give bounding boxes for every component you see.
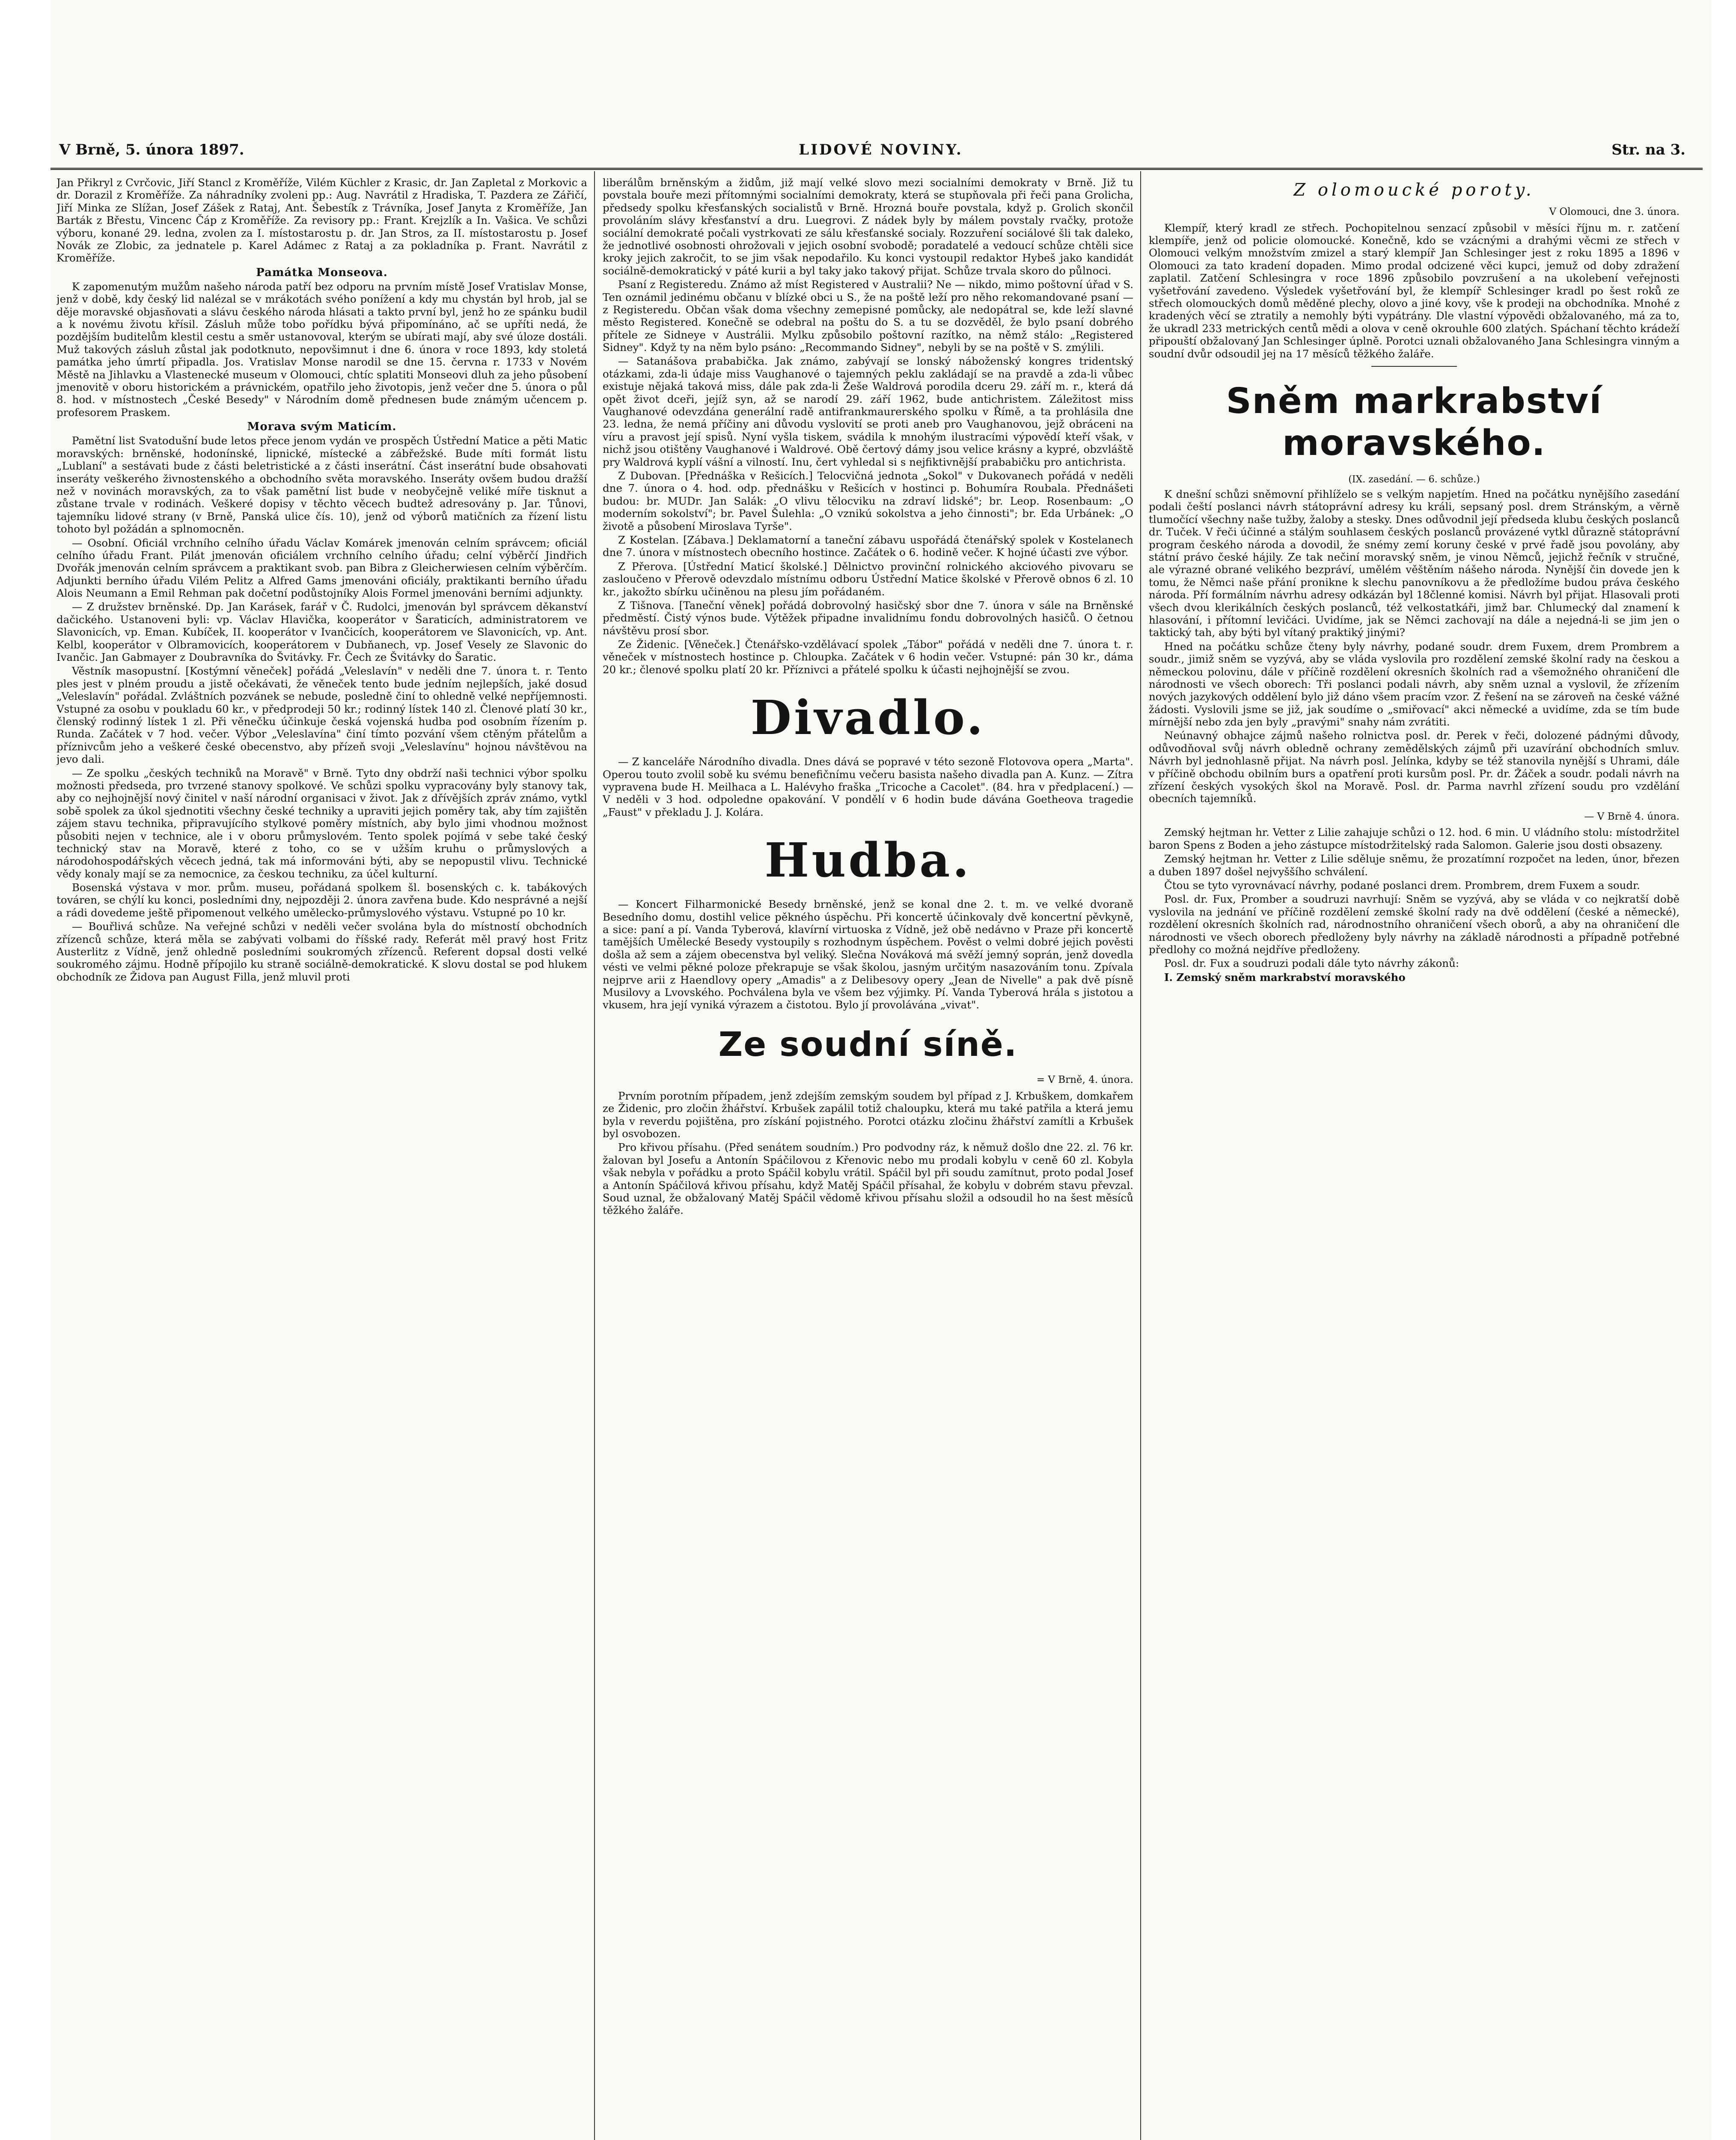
paragraph: Jan Přikryl z Cvrčovic, Jiří Stancl z Kroměříže, Vilém Küchler z Krasic, dr. Jan Zapletal z Morkovic a dr. Dorazil z Kroměříže. Za náhradníky zvoleni pp.: Aug. Navrátil z Hradiska, T. Pazdera ze Zářičí, Jiří Minka ze Slížan, Josef Zášek z Rataj, Ant. Šebestík z Trávníka, Josef Janyta z Kroměříže, Jan Barták z Břestu, Vincenc Čáp z Kroměříže. Za revisory pp.: Frant. Krejzlík a In. Vašica. Ve schůzi výboru, konané 29. ledna, zvolen za I. místostarostu p. dr. Jan Stros, za II. místostarostu p. Josef Novák ze Zlobic, za jednatele p. Karel Adámec z Rataj a za pokladníka p. Frant. Navrátil z Kroměříže. <box>56 176 587 265</box>
column-divider <box>1140 171 1141 2140</box>
section-title-divadlo: Divadlo. <box>750 690 986 746</box>
paragraph: Pro křivou přísahu. (Před senátem soudním.) Pro podvodny ráz, k němuž došlo dne 22. zl. 76 kr. žalovan byl Josefu a Antonín Spáčilovou z Křenovic nebo mu prodali kobylu v ceně 60 zl. Kobyla však nebyla v pořádku a proto Spáčil kobylu vrátil. Spáčil byl při soudu zamítnut, proto podal Josef a Antonín Spáčilová křivou přísahu, když Matěj Spáčil přísahal, že kobylu v dobrém stavu převzal. Soud uznal, že obžalovaný Matěj Spáčil vědomě křivou přísahu složil a odsoudil ho na šest měsíců těžkého žaláře. <box>603 1141 1133 1217</box>
column-1 <box>56 176 587 2140</box>
paragraph: K zapomenutým mužům našeho národa patří bez odporu na prvním místě Josef Vratislav Monse, jenž v době, kdy český lid nalézal se v mrákotách svého ponížení a kdy mu chystán byl hrob, jal se děje moravské objasňovati a slávu českého národa hlásati a takto první byl, jenž ho ze spánku budil a k novému životu křísil. Zásluh může tobo pořídku bývá připomínáno, ač se upříti nedá, že pozdějším buditelům klestil cestu a směr ustanovoval, kterým se ubírati mají, aby své úloze dostáli. Muž takových zásluh zůstal jak podotknuto, nepovšimnut i dne 6. února v roce 1893, kdy stoletá památka jeho úmrtí připadla. Jos. Vratislav Monse narodil se dne 15. června r. 1733 v Novém Městě na Jihlavku a Vlastenecké museum v Olomouci, chtíc splatiti Monseovi dluh za jeho působení jmenovitě v oboru historickém a právnickém, opatřilo jeho životopis, jenž večer dne 5. února o půl 8. hod. v místnostech „České Besedy" v Národním domě přednesen bude známým učencem p. profesorem Praskem. <box>56 280 587 419</box>
paragraph: Čtou se tyto vyrovnávací návrhy, podané poslanci drem. Prombrem, drem Fuxem a soudr. <box>1164 879 1640 892</box>
paragraph: Pamětní list Svatodušní bude letos přece jenom vydán ve prospěch Ústřední Matice a pěti Matic moravských: brněnské, hodonínské, lipnické, místecké a zábřežské. Bude míti formát listu „Lublaní" a sestávati bude z části beletristické a z části inserátní. Část inserátní bude obsahovati inseráty veškerého živnostenského a obchodního světa moravského. Inseráty ovšem budou dražší než v novinách moravských, za to však pamětní list bude v neobyčejně veliké míře tisknut a zůstane trvale v rodinách. Veškeré dopisy v těchto věcech budtež adresovány p. Jar. Tůnovi, tajemníku lidové strany (v Brně, Panská ulice čís. 10), jenž od výborů matičních za řízení listu tohoto byl požádán a splnomocněn. <box>56 434 587 535</box>
newspaper-title: LIDOVÉ NOVINY. <box>799 141 963 158</box>
section-title-snem: Sněm markrabství moravského. <box>1226 380 1602 464</box>
paragraph: Hned na počátku schůze čteny byly návrhy, podané soudr. drem Fuxem, drem Prombrem a soudr., jimiž sněm se vyzývá, aby se vláda vyslovila pro rozdělení zemské školní rady na českou a německou polovinu, dále v příčině rozdělení okresních školních rad a všemožného ohraničení dle národnosti ve všech oborech: Tři poslanci podali návrh, aby sněm uznal a vyslovil, že zřízením nových jazykových oddělení bylo již dáno všem pracím vzor. Z řešení na se zároveň na české vážné žádosti. Vyslovili jsme se již, jak soudíme o „smiřovací" akci německé a uvidíme, zda se tím bude mírnější nebo zda jen byly „pravými" snahy nám zvrátiti. <box>1149 640 1680 728</box>
paragraph: — Osobní. Oficiál vrchního celního úřadu Václav Komárek jmenován celním správcem; oficiál celního úřadu Frant. Pilát jmenován oficiálem vrchního celního úřadu; celní výběrčí Jindřich Dvořák jmenován celním správcem a praktikant svob. pan Bibra z Gleicherwiesen celním výběrčím. Adjunkti berního úřadu Vilém Pelitz a Alfred Gams jmenováni oficiály, praktikanti berního úřadu Alois Neumann a Emil Rehman pak dočetní podůstojníky Alois Formel jmenováni berními adjunkty. <box>56 536 587 600</box>
paragraph: — Koncert Filharmonické Besedy brněnské, jenž se konal dne 2. t. m. ve velké dvoraně Besedního domu, dostihl velice pěkného úspěchu. Při koncertě účinkovaly dvě koncertní pěvkyně, a sice: paní a pí. Vanda Tyberová, klavírní virtuoska z Vídně, jež obě nedávno v Praze při koncertě tamějších Umělecké Besedy vystoupily s rozhodnym úspěchem. Pověst o velmi dobré jejich pověsti došla až sem a zájem obecenstva byl veliký. Slečna Nováková má svěží jemný soprán, jenž dovedla vésti ve velmi pěkné poloze překrapuje se však školou, jasným určitým nasazováním tonu. Zpívala nejprve arii z Haendlovy opery „Amadis" a z Delibesovy opery „Jean de Nivelle" a pak dvě písně Musilovy a Lvovského. Pochválena byla ve všem bez výjimky. Pí. Vanda Tyberová hrála s jistotou a vkusem, hra její vyniká výrazem a čistotou. Bylo jí provolávána „vivat". <box>603 898 1133 1011</box>
section-title-soud: Ze soudní síně. <box>718 1025 1018 1064</box>
paragraph: Věstník masopustní. [Kostýmní věneček] pořádá „Veleslavín" v neděli dne 7. února t. r. Tento ples jest v plném proudu a jistě očekávati, že věneček tento bude jedním nejlepších, jaké dosud „Veleslavín" pořádal. Zvláštních pozvánek se nebude, posledně činí to ohledně velké nepříjemnosti. Vstupné za osobu v poukladu 60 kr., v předprodeji 50 kr.; rodinný lístek 140 zl. Členové platí 30 kr., členský rodinný lístek 1 zl. Při věnečku účinkuje česká vojenská hudba pod osobním řízením p. Runda. Začátek v 7 hod. večer. Výbor „Veleslavína" činí tímto pozvání všem ctěným přátelům a příznivcům jeho a veškeré české obecenstvo, aby přízeň svoji „Veleslavínu" hojnou návštěvou na jevo dali. <box>56 665 587 766</box>
paragraph: Posl. dr. Fux a soudruzi podali dále tyto návrhy zákonů: <box>1164 957 1460 970</box>
section-heading: Památka Monseova. <box>256 266 388 279</box>
header-rule <box>51 168 1703 170</box>
paragraph: Neúnavný obhajce zájmů našeho rolnictva posl. dr. Perek v řeči, dolozené pádnými důvody, odůvodňoval svůj návrh obledně ochrany zemědělských zájmů při uzavírání obchodních smluv. Návrh byl jednohlasně přijat. Na návrh posl. Jelínka, kdyby se též stanovila nynější s Uhrami, dále v příčině obchodu obilním burs a opatření proti kursům posl. Pr. dr. Žáček a soudr. podali návrh na zřízení českých vysokých škol na Moravě. Posl. dr. Parma navrhl zřízení soudu pro vzdělání obecních tajemníků. <box>1149 729 1680 805</box>
paragraph: Psaní z Registeredu. Známo až míst Registered v Australii? Ne — nikdo, mimo poštovní úřad v S. Ten oznámil jedinému občanu v blízké obci u S., že na poště leží pro něho rekomandované psaní — z Registeredu. Občan však doma všechny zemepisné pomůcky, ale nedopátral se, kde leží slavné město Registered. Konečně se odebral na poštu do S. a tu se dozvěděl, že bylo psaní dobrého přítele ze Sidneye v Austrálii. Mylku způsobilo poštovní razítko, na němž stálo: „Registered Sidney". Když ty na něm bylo psáno: „Recommando Sidney", nebyli by se na poště v S. zmýlili. <box>603 278 1133 354</box>
paragraph: — Z družstev brněnské. Dp. Jan Karásek, farář v Č. Rudolci, jmenován byl správcem děkanství dačického. Ustanoveni byli: vp. Václav Hlavička, kooperátor v Šaraticích, administratorem ve Slavonicích, vp. Eman. Kubíček, II. kooperátor v Ivančicích, kooperátorem ve Slavonicích, vp. Ant. Kelbl, kooperátor v Olbramovicích, kooperátorem v Dubňanech, vp. Josef Vesely ze Slavonic do Ivančic. Jan Gabmayer z Doubravníka do Švitávky. Fr. Čech ze Švitávky do Šaratic. <box>56 600 587 664</box>
paragraph: Klempíř, který kradl ze střech. Pochopitelnou senzací způsobil v měsíci říjnu m. r. zatčení klempíře, jenž od policie olomoucké. Konečně, kdo se vzácnými a drahými věcmi ze střech v Olomouci velkým množstvím zmizel a starý klempíř Jan Schlesinger jest z roku 1895 a 1896 v Olomouci za tato kradení dopaden. Mimo prodal odcizené věci kupci, jemuž od doby zdražení zaplatil. Zatčení Schlesingra v roce 1896 způsobilo povzrušení a na ukolebení veřejnosti vyšetřování zavedeno. Výsledek vyšetřování byl, že klempíř Schlesinger kradl po šest roků ze střech olomouckých domů měděné plechy, olovo a jiné kovy, vše k prodeji na obchodníka. Mnohé z kradených věcí se ztratily a nemohly býti vypátrány. Dle vlastní výpovědi obžalovaného, má za to, že ukradl 233 metrických centů mědi a olova v ceně okrouhle 600 zlatých. Spáchaní těchto krádeží připouští obžalovaný Jan Schlesinger úplně. Porotci uznali obžalovaného Jana Schlesingra vinným a soudní dvůr odsoudil jej na 17 měsíců těžkého žaláře. <box>1149 221 1680 360</box>
paragraph: — Bouřlivá schůze. Na veřejné schůzi v neděli večer svolána byla do místností obchodních zřízenců schůze, která měla se zabývati volbami do říšské rady. Referát měl pravý host Fritz Austerlitz z Vídně, jenž ohledně posledními soukromých zřízenců. Referent dopsal dosti velké soukromého zájmu. Hodně přípojilo ku straně sociálně-demokratické. K slovu dostal se pod hlukem obchodník ze Židova pan August Filla, jenž mluvil proti <box>56 920 587 983</box>
section-heading: Morava svým Maticím. <box>247 420 397 434</box>
dateline: — V Brně 4. února. <box>1584 811 1680 822</box>
paragraph: Posl. dr. Fux, Promber a soudruzi navrhují: Sněm se vyzývá, aby se vláda v co nejkratší době vyslovila na jednání ve příčině rozdělení zemské školní rady na dvě oddělení (české a německé), rozdělení okresních školních rad, národnostního ohraničení všech oborů, a aby na ohraničení dle národnosti ve všech oborech předloženy byly návrhy na základě národnosti a případně potřebné předlohy co možná nejdříve předloženy. <box>1149 893 1680 956</box>
paragraph: I. Zemský sněm markrabství moravského <box>1164 971 1406 984</box>
section-title-poroty: Z olomoucké poroty. <box>1293 180 1535 200</box>
dateline: = V Brně, 4. února. <box>1036 1074 1133 1086</box>
dateline: V Olomouci, dne 3. února. <box>1549 206 1680 217</box>
paragraph: Ze Židenic. [Věneček.] Čtenářsko-vzdělávací spolek „Tábor" pořádá v neděli dne 7. února t. r. věneček v místnostech hostince p. Chloupka. Začátek v 6 hodin večer. Vstupné: pán 30 kr., dáma 20 kr.; členové spolku platí 20 kr. Příznivci a přátelé spolku k účasti nejhojnější se zvou. <box>603 638 1133 676</box>
column-3 <box>1149 176 1680 2140</box>
masthead <box>51 141 1711 163</box>
paragraph: Zemský hejtman hr. Vetter z Lilie sděluje sněmu, že prozatímní rozpočet na leden, únor, březen a duben 1897 došel nejvyššího schválení. <box>1149 853 1680 878</box>
section-rule <box>1371 366 1457 367</box>
paragraph: Z Dubovan. [Přednáška v Rešicích.] Telocvičná jednota „Sokol" v Dukovanech pořádá v neděli dne 7. února o 4. hod. odp. přednášku v Rešicích v hostinci p. Bohumíra Roubala. Přednášeti budou: br. MUDr. Jan Salák: „O vlivu tělocviku na zdraví lidské"; br. Leop. Rosenbaum: „O moderním sokolství"; br. Pavel Šulehla: „O vznikú sokolstva a jeho činnosti"; br. Eda Urbánek: „O životě a působení Miroslava Tyrše". <box>603 469 1133 532</box>
paragraph: Z Přerova. [Ústřední Maticí školské.] Dělnictvo provinční rolnického akciového pivovaru se zasloučeno v Přerově odevzdalo místnímu odboru Ústřední Matice školské v Přerově obnos 6 zl. 10 kr., jakožto sbírku učiněnou na plesu jím pořádaném. <box>603 560 1133 598</box>
column-divider <box>594 171 595 2140</box>
paragraph: — Satanášova prababička. Jak známo, zabývají se lonský náboženský kongres tridentský otázkami, zda-li údaje miss Vaughanové o tajemných peklu zakládají se na pravdě a zda-li vůbec existuje nějaká taková miss, dále pak zda-li Žeše Waldrová porodila dceru 29. září m. r., která dá opět život dceři, jejíž syn, až se narodí 29. září 1962, bude antichristem. Záležitost miss Vaughanové odevzdána generální radě antifrankmaurerského spolku v Římě, a ta prohlásila dne 23. ledna, že nemá příčiny ani důvodu vyslovití se proti aneb pro Vaughanovou, jejž obráceni na víru a pravost její spisů. Nyní vyšla tiskem, svádila k mnohým ilustracími výpovědí kteří však, v nichž jsou otištěny Vaughanové i Waldrové. Obě čertový dámy jsou velice krásny a kypré, obzvláště pry Waldrová kyplí vášní a vilností. Inu, čert vyhledal si s nejfiktivnější prababičku pro antichrista. <box>603 355 1133 468</box>
paragraph: Z Kostelan. [Zábava.] Deklamatorní a taneční zábavu uspořádá čtenářský spolek v Kostelanech dne 7. února v místnostech obecního hostince. Začátek o 6. hodině večer. K hojné účasti zve výbor. <box>603 533 1133 559</box>
paragraph: Bosenská výstava v mor. prům. museu, pořádaná spolkem šl. bosenských c. k. tabákových továren, se chýlí ku konci, posledními dny, nejpozději 2. února zavřena bude. Kdo nesprávné a nejší a rádi dovedeme ještě připomenout velkého umělecko-průmyslového výstavu. Vstupné po 10 kr. <box>56 881 587 919</box>
paragraph: — Ze spolku „českých techniků na Moravě" v Brně. Tyto dny obdrží naši technici výbor spolku možnosti předseda, pro tvrzené stanovy spolkové. Ve schůzi spolku vypracovány byly stanovy tak, aby co nejhojnější nový činitel v naší národní organisaci v život. Jak z dřívějších zpráv známo, vytkl sobě spolek za úkol sjednotiti všechny české techniky a upraviti jejich poměry tak, aby tím zajištěn zájem stavu technika, připravujícího stylkové poměry místních, aby bylo jimi vhodnou možnost působiti nejen v technice, ale i v oboru průmyslovém. Tento spolek pojímá v sebe také český technický stav na Moravě, které z toho, co se v užším kruhu o průmyslových a národohospodářských věcech jedná, tak má informováni býti, aby se nepopustil vlivu. Technické vědy konaly mají se za nemocnice, za českou techniku, za účel kulturní. <box>56 767 587 880</box>
paragraph: Zemský hejtman hr. Vetter z Lilie zahajuje schůzi o 12. hod. 6 min. U vládního stolu: místodržitel baron Spens z Boden a jeho zástupce místodržitelský rada Salomon. Galerie jsou dosti obsazeny. <box>1149 826 1680 851</box>
paragraph: Z Tišnova. [Taneční věnek] pořádá dobrovolný hasičský sbor dne 7. února v sále na Brněnské předměstí. Čistý výnos bude. Výtěžek připadne invalidnímu fondu dobrovolných hasičů. O četnou návštěvu prosí sbor. <box>603 599 1133 637</box>
section-title-hudba: Hudba. <box>764 832 972 888</box>
paragraph: Prvním porotním případem, jenž zdejším zemským soudem byl případ z J. Krbuškem, domkařem ze Židenic, pro zločin žhářství. Krbušek zapálil totiž chaloupku, která mu také patřila a která jemu byla v reverdu pojištěna, pro získání pojistného. Porotci otázku zločinu žhářství zamítli a Krbušek byl osvobozen. <box>603 1089 1133 1140</box>
paragraph: — Z kanceláře Národního divadla. Dnes dává se popravé v této sezoně Flotovova opera „Marta". Operou touto zvolil sobě ku svému benefičnímu večeru basista našeho divadla pan A. Kunz. — Zítra vypravena bude H. Meilhaca a L. Halévyho fraška „Tricoche a Cacolet". (84. hra v předplacení.) — V neděli v 3 hod. odpoledne opakování. V pondělí v 6 hodin bude dávána Goetheova tragedie „Faust" v překladu J. J. Kolára. <box>603 755 1133 818</box>
newspaper-page <box>51 0 1711 2140</box>
issue-date: V Brně, 5. února 1897. <box>59 141 244 158</box>
session-subtitle: (IX. zasedání. — 6. schůze.) <box>1348 474 1480 485</box>
paragraph: liberálům brněnským a židům, již mají velké slovo mezi socialními demokraty v Brně. Již tu povstala bouře mezi přítomnými socialními demokraty, která se stupňovala při řeči pana Grolicha, předsedy spolku křesťanských socialistů v Brně. Hrozná bouře povstala, když p. Grolich skončil provoláním slávy křesťanství a dru. Luegrovi. Z nádek byly by málem povstaly rvačky, protože sociální demokraté počali vystrkovati ze sálu křesťanské socialy. Rozzuření sociálové šli tak daleko, že jednotlivé osobnosti ohrožovali v jejich osobní svobodě; poradatelé a vedoucí schůze chtěli sice kroky jejich zakročit, to se jim však nepodařilo. Ku konci vystoupil redaktor Hybeš jako kandidát sociálně-demokratický v páté kurii a byl taky jako takový přijat. Schůze trvala skoro do půlnoci. <box>603 176 1133 277</box>
page-number: Str. na 3. <box>1611 141 1685 158</box>
paragraph: K dnešní schůzi sněmovní přihlíželo se s velkým napjetím. Hned na počátku nynějšího zasedání podali čeští poslanci návrh státoprávní adresy ku králi, sepsaný posl. drem Stránským, a věrně tlumočící všechny naše tužby, žaloby a stesky. Dnes odůvodnil její předseda klubu českých poslanců dr. Tuček. V řeči účinné a stálým souhlasem českých poslanců provázené vytkl důrazně státoprávní program českého národa a dovodil, že snémy zemí koruny české v prvé řadě jsou povolány, aby státní právo české hájily. Ze tak nečiní moravský sněm, je vinou Němců, jejichž řečník v stručné, ale výrazné obrané velikého bezpráví, umělém věštěním nášeho národa. Nynější čin dovede jen k tomu, že Němci naše přání pronikne k slechu panovníkovu a že předložíme budou práva českého národa. Pří formálním návrhu adresy odkázán byl 18členné komisi. Návrh byl přijat. Hlasovali proti všech dvou klerikálních českých poslanců, též velkostatkáři, jimž bar. Chlumecký dal znamení k hlasování, i přítomní levičáci. Uvidíme, jak se Němci zachovají na dále a nejedná-li se jim jen o taktický tah, aby býti byl vítaný praktiký jinými? <box>1149 488 1680 639</box>
column-2 <box>603 176 1133 2140</box>
